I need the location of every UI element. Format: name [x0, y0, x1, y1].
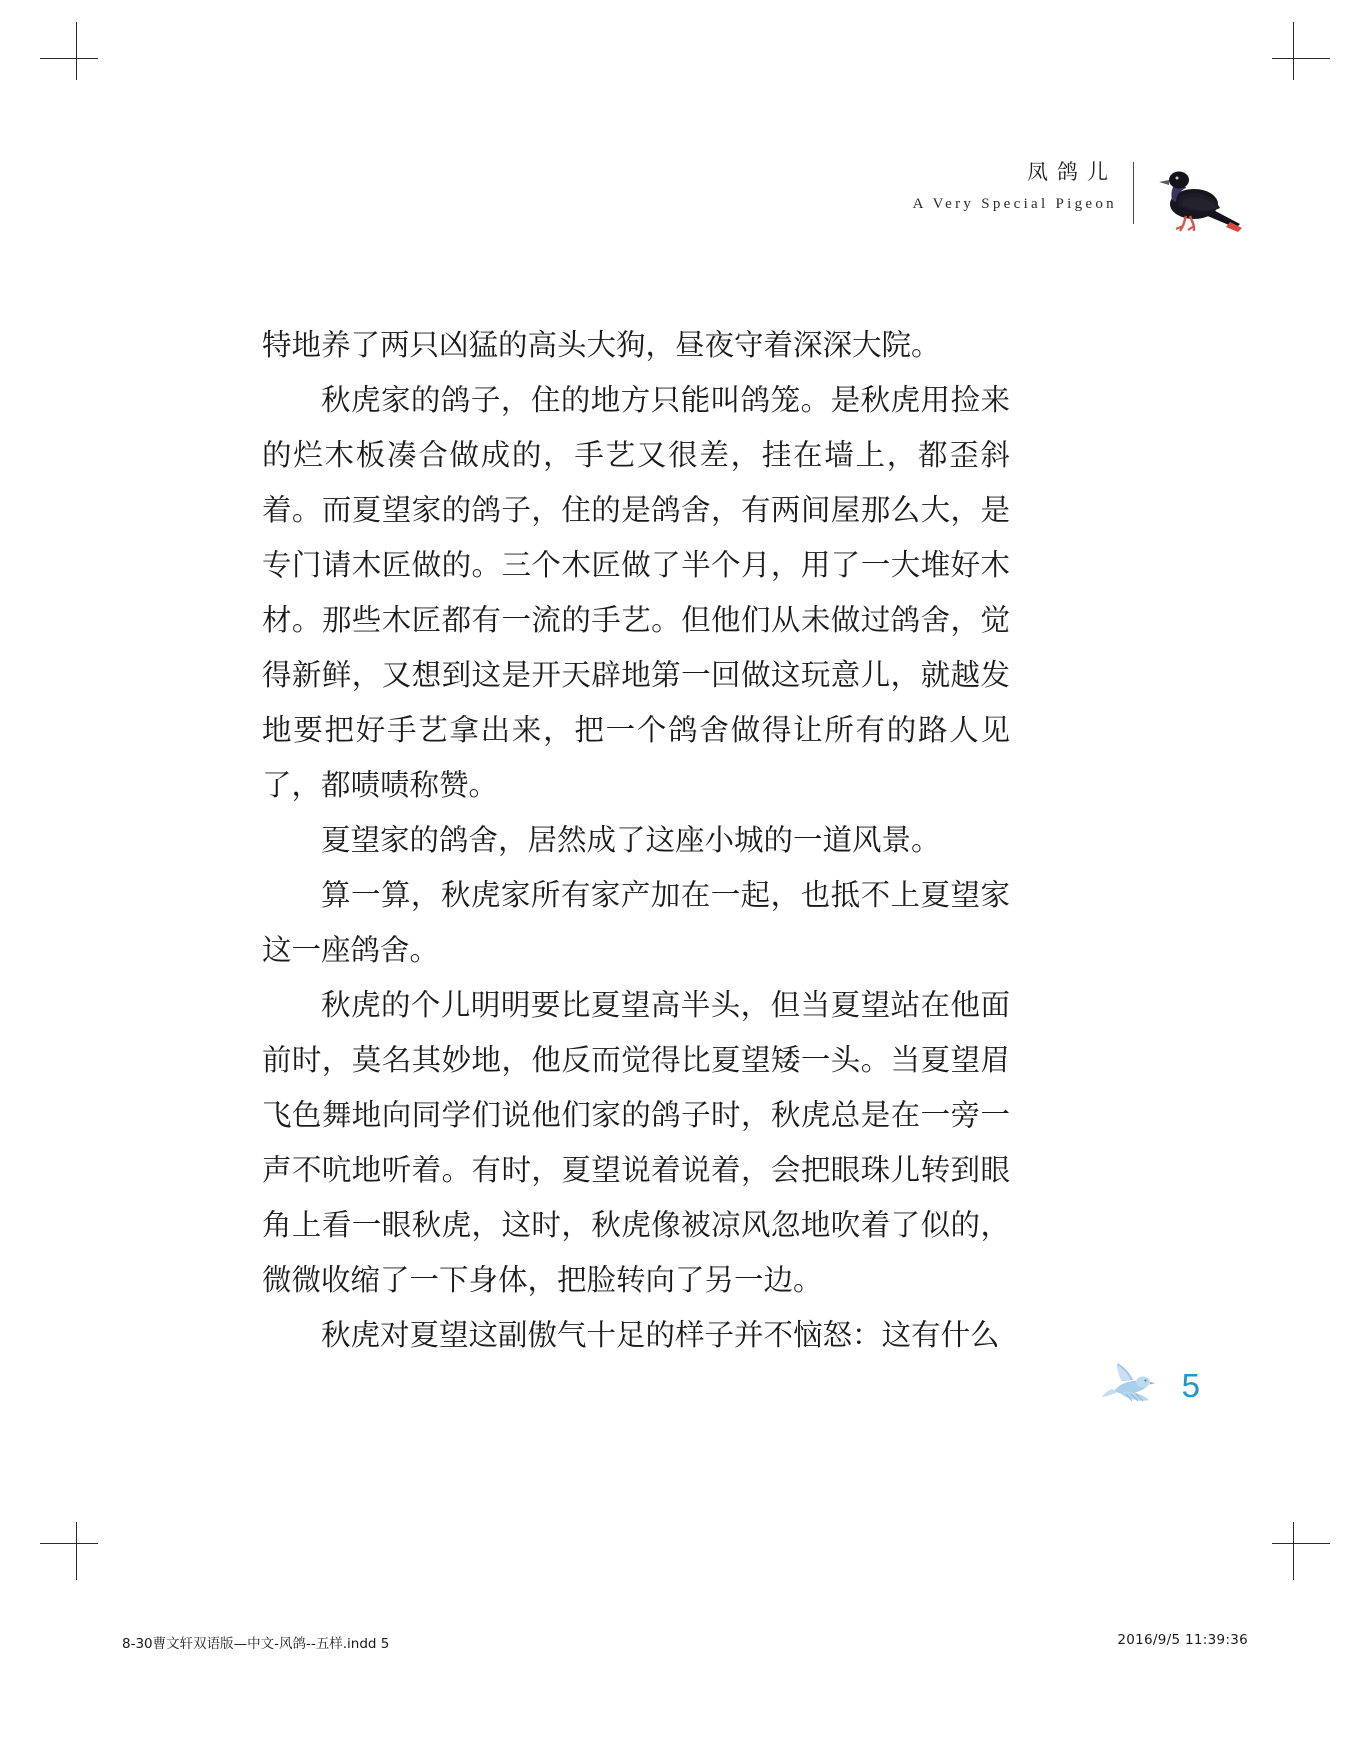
crop-mark-top-right	[1272, 22, 1330, 80]
colophon	[122, 1632, 1248, 1652]
page-body	[262, 318, 1010, 1363]
paragraph: 秋虎对夏望这副傲气十足的样子并不恼怒：这有什么	[321, 1318, 1000, 1352]
crop-mark-bottom-left	[40, 1522, 98, 1580]
pigeon-icon	[1150, 166, 1242, 245]
paragraph: 特地养了两只凶猛的高头大狗，昼夜守着深深大院。	[262, 328, 941, 362]
crop-mark-top-left	[40, 22, 98, 80]
crop-mark-vertical-line	[76, 1522, 77, 1580]
crop-mark-vertical-line	[76, 22, 77, 80]
crop-mark-horizontal-line	[1272, 1543, 1330, 1544]
running-head-english-title: A Very Special Pigeon	[912, 196, 1117, 213]
folio	[1102, 1361, 1200, 1410]
running-head-chinese-title: 凤鸽儿	[1027, 160, 1117, 184]
paragraph: 秋虎家的鸽子，住的地方只能叫鸽笼。是秋虎用捡来的烂木板凑合做成的，手艺又很差，挂在墙上，都歪斜着。而夏望家的鸽子，住的是鸽舍，有两间屋那么大，是专门请木匠做的。三个木匠做了半个月，用了一大堆好木材。那些木匠都有一流的手艺。但他们从未做过鸽舍，觉得新鲜，又想到这是开天辟地第一回做这玩意儿，就越发地要把好手艺拿出来，把一个鸽舍做得让所有的路人见了，都啧啧称赞。	[262, 383, 1010, 802]
paragraph: 秋虎的个儿明明要比夏望高半头，但当夏望站在他面前时，莫名其妙地，他反而觉得比夏望矮一头。当夏望眉飞色舞地向同学们说他们家的鸽子时，秋虎总是在一旁一声不吭地听着。有时，夏望说着说着，会把眼珠儿转到眼角上看一眼秋虎，这时，秋虎像被凉风忽地吹着了似的，微微收缩了一下身体，把脸转向了另一边。	[262, 988, 1010, 1297]
crop-mark-vertical-line	[1293, 22, 1294, 80]
running-head-titles	[913, 158, 1133, 213]
colophon-filename: 8-30曹文轩双语版—中文-风鸽--五样.indd 5	[122, 1636, 390, 1652]
crop-mark-horizontal-line	[40, 1543, 98, 1544]
flying-dove-icon	[1102, 1361, 1164, 1410]
running-head	[913, 158, 1242, 245]
crop-mark-horizontal-line	[40, 58, 98, 59]
colophon-timestamp: 2016/9/5 11:39:36	[1117, 1632, 1248, 1648]
paragraph: 算一算，秋虎家所有家产加在一起，也抵不上夏望家这一座鸽舍。	[262, 878, 1010, 967]
page-number: 5	[1181, 1367, 1200, 1404]
paragraph: 夏望家的鸽舍，居然成了这座小城的一道风景。	[321, 823, 941, 857]
crop-mark-bottom-right	[1272, 1522, 1330, 1580]
running-head-divider	[1133, 162, 1134, 224]
crop-mark-horizontal-line	[1272, 58, 1330, 59]
crop-mark-vertical-line	[1293, 1522, 1294, 1580]
